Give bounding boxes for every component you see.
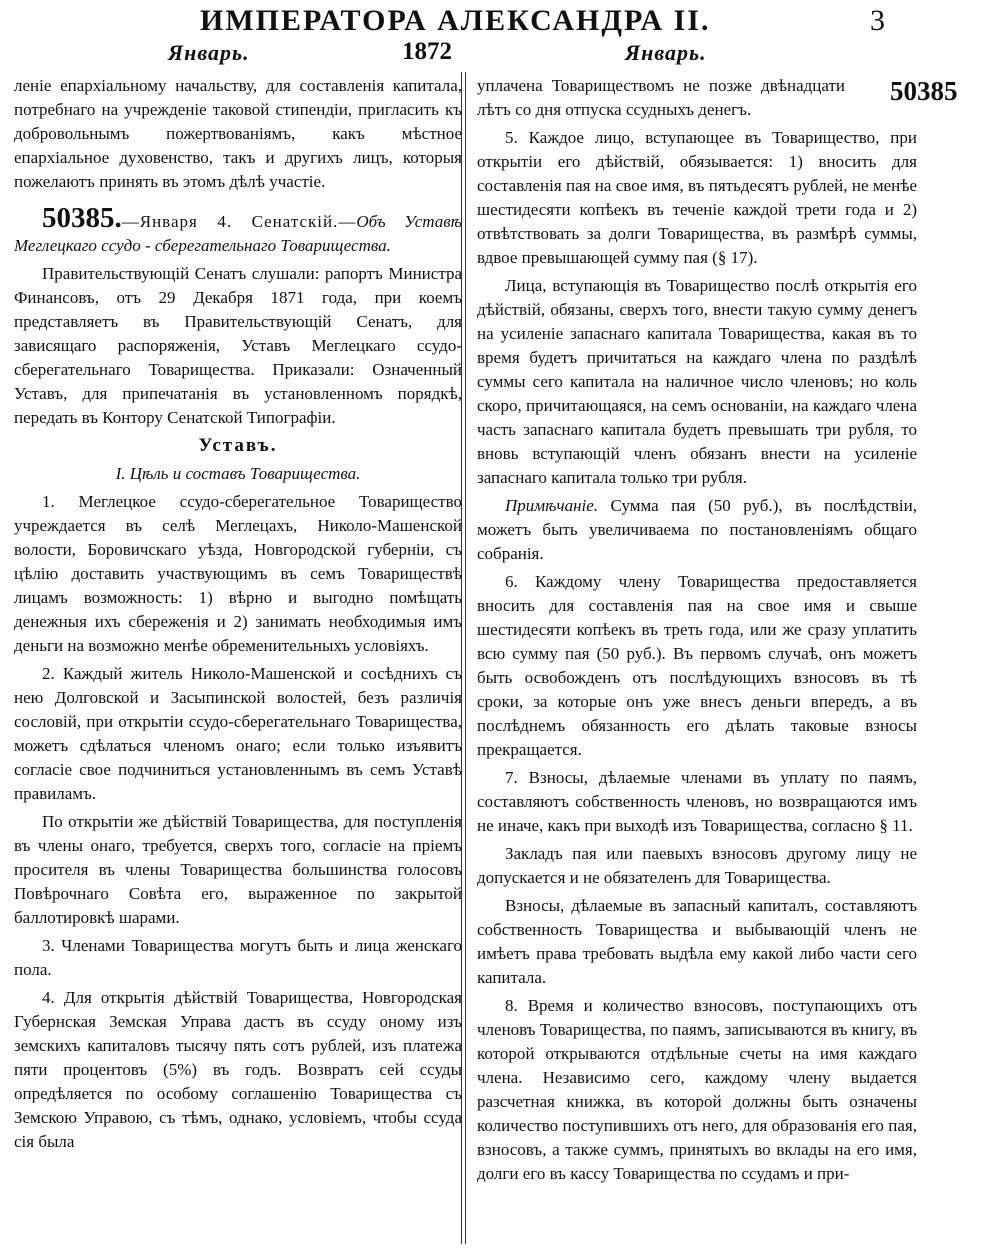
page-number: 3	[870, 4, 885, 37]
article-8: 8. Время и количество взносовъ, поступающихъ отъ членовъ Товарищества, по паямъ, записываются въ книгу, въ которой открываются отдѣльные счеты на имя каждаго члена. Независимо сего, каждому члену выдается разсчетная книжка, въ которой должны быть означены количество поступившихъ отъ него, для образованія его пая, взносовъ, а также суммъ, принятыхъ во вклады на его имя, долги его въ кассу Товарищества по ссудамъ и при-	[477, 996, 917, 1183]
article-2-continued: По открытіи же дѣйствій Товарищества, для поступленія въ члены онаго, требуется, сверхъ того, согласіе на пріемъ просителя въ члены Товарищества большинства голосовъ Повѣрочнаго Совѣта его, выраженное по закрытой баллотировкѣ шарами.	[14, 812, 462, 927]
month-left: Январь.	[168, 40, 250, 65]
note-label: Примѣчаніе.	[505, 496, 599, 515]
article-3: 3. Членами Товарищества могутъ быть и лица женскаго пола.	[14, 936, 462, 979]
article-6: 6. Каждому члену Товарищества предоставляется вносить для составленія пая на свое имя и свыше шестидесяти копѣекъ въ треть года, или же сразу уплатить всю сумму пая (50 руб.). Въ первомъ случаѣ, онъ можетъ быть освобожденъ отъ послѣдующихъ взносовъ въ тѣ сроки, за которые онъ уже внесъ деньги впередъ, а въ послѣднемъ обязанность его дѣлать таковые взносы прекращается.	[477, 572, 917, 759]
running-title: ИМПЕРАТОРА АЛЕКСАНДРА II.	[200, 4, 711, 37]
note-paragraph	[477, 494, 917, 566]
year: 1872	[402, 38, 452, 65]
entry-number: 50385.	[42, 202, 122, 234]
senate-paragraph: Правительствующій Сенатъ слушали: рапортъ Министра Финансовъ, отъ 29 Декабря 1871 года, при коемъ представляетъ въ Правительствующій Сенатъ, для зависящаго распоряженія, Уставъ Меглецкаго ссудо-сберегательнаго Товарищества. Приказали: Означенный Уставъ, для припечатанія въ установленномъ порядкѣ, передать въ Контору Сенатской Типографіи.	[14, 264, 462, 427]
ustav-heading: Уставъ.	[198, 435, 278, 456]
article-1: 1. Меглецкое ссудо-сберегательное Товарищество учреждается въ селѣ Меглецахъ, Николо-Машенской волости, Боровичскаго уѣзда, Новгородской губерніи, съ цѣлію доставить участвующимъ въ семъ Товариществѣ лицамъ возможность: 1) вѣрно и выгодно помѣщать денежныя ихъ сбереженія и 2) занимать необходимыя имъ деньги на возможно менѣе обременительныхъ условіяхъ.	[14, 492, 462, 655]
article-7: 7. Взносы, дѣлаемые членами въ уплату по паямъ, составляютъ собственность членовъ, но возвращаются имъ не иначе, какъ при выходѣ изъ Товарищества, согласно § 11.	[477, 768, 917, 835]
paragraph-continuation: леніе епархіальному начальству, для составленія капитала, потребнаго на учрежденіе таковой стипендіи, пригласить къ добровольнымъ пожертвованіямъ, какъ мѣстное епархіальное духовенство, такъ и другихъ лицъ, которыя пожелаютъ принять въ этомъ дѣлѣ участіе.	[14, 76, 462, 191]
paragraph-continuation-right: уплачена Товариществомъ не позже двѣнадцати лѣтъ со дня отпуска ссудныхъ денегъ.	[477, 76, 845, 119]
note-text: Сумма пая (50 руб.), въ послѣдствіи, можетъ быть увеличиваема по постановленіямъ общаго собранія.	[477, 496, 917, 563]
article-7-pledge: Закладъ пая или паевыхъ взносовъ другому лицу не допускается и не обязателенъ для Товарищества.	[477, 844, 917, 887]
article-4: 4. Для открытія дѣйствій Товарищества, Новгородская Губернская Земская Управа дастъ въ ссуду оному изъ земскихъ капиталовъ тысячу пять сотъ рублей, изъ платежа пяти процентовъ (5%) въ годъ. Возвратъ сей ссуды опредѣляется по особому соглашенію Товарищества съ Земскою Управою, съ тѣмъ, однако, условіемъ, чтобы ссуда сія была	[14, 988, 462, 1151]
page-header	[0, 0, 988, 70]
entry-title: Объ Уставѣ Меглецкаго ссудо - сберегательнаго Товарищества.	[14, 212, 462, 255]
right-column	[477, 74, 917, 1190]
article-5-continued: Лица, вступающія въ Товарищество послѣ открытія его дѣйствій, обязаны, сверхъ того, внести такую сумму денегъ на усиленіе запаснаго капитала Товарищества, какая въ то время будетъ причитаться на каждаго члена по раздѣлѣ суммы сего капитала на наличное число членовъ; но коль скоро, причитающаяся, на семъ основаніи, на каждаго члена часть запаснаго капитала будетъ превышать три рубля, то вновь вступающій членъ обязанъ внести на усиленіе запаснаго капитала только три рубля.	[477, 276, 917, 487]
left-column	[14, 74, 462, 1158]
entry-heading	[14, 202, 462, 258]
article-5: 5. Каждое лицо, вступающее въ Товарищество, при открытіи его дѣйствій, обязывается: 1) вносить для составленія пая на свое имя, въ пятьдесятъ рублей, не менѣе шестидесяти копѣекъ въ теченіе каждой трети года и 2) отвѣтствовать за долги Товарищества, въ размѣрѣ суммы, вдвое превышающей сумму пая (§ 17).	[477, 128, 917, 267]
article-2: 2. Каждый житель Николо-Машенской и сосѣднихъ съ нею Долговской и Засыпинской волостей, безъ различія сословій, при открытіи ссудо-сберегательнаго Товарищества, можетъ сдѣлаться членомъ онаго; если только изъявитъ согласіе свое подчиниться установленнымъ въ семъ Уставѣ правиламъ.	[14, 664, 462, 803]
month-right: Январь.	[625, 40, 707, 65]
entry-date: —Января 4. Сенатскій.—	[121, 212, 357, 231]
column-divider-second	[465, 72, 466, 1244]
side-entry-number: 50385	[890, 76, 958, 106]
section-heading: I. Цѣль и составъ Товарищества.	[115, 464, 361, 483]
article-7-reserve: Взносы, дѣлаемые въ запасный капиталъ, составляютъ собственность Товарищества и выбывающій членъ не имѣетъ права требовать выдѣла ему какой либо части сего капитала.	[477, 896, 917, 987]
